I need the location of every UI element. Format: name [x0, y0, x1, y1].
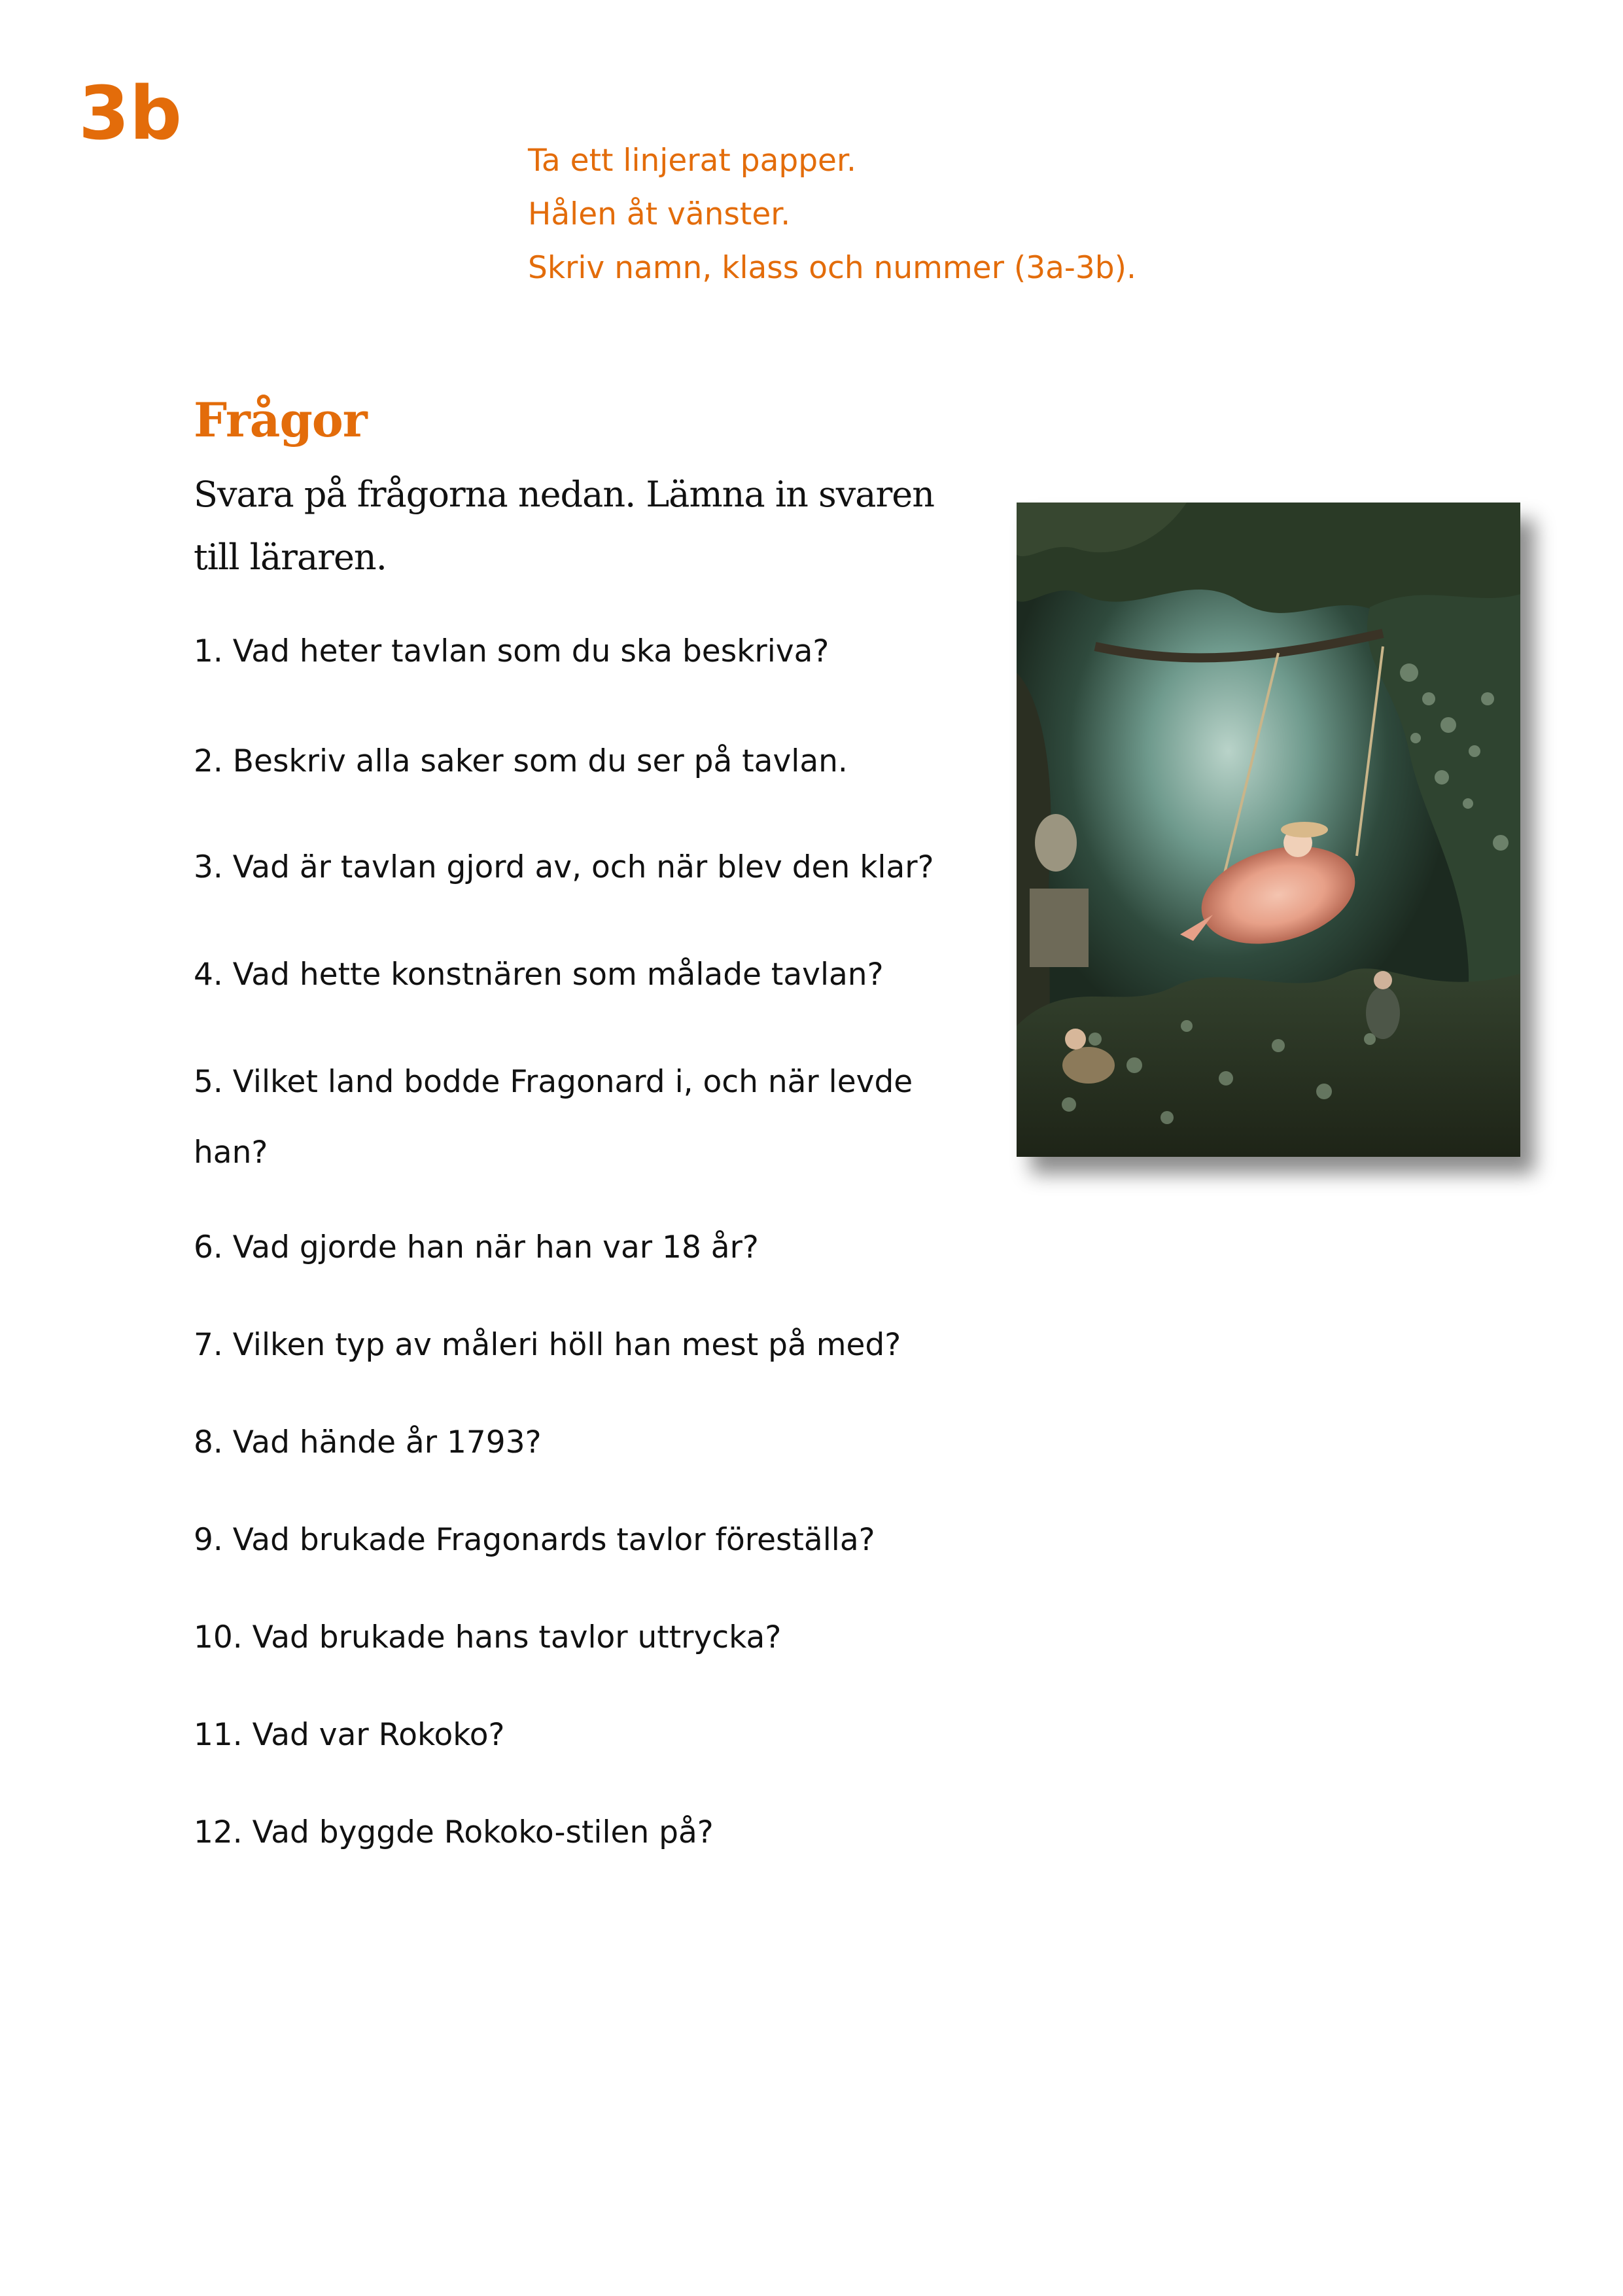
question-item: 10. Vad brukade hans tavlor uttrycka?: [194, 1619, 782, 1655]
question-item: 5. Vilket land bodde Fragonard i, och när levde han?: [194, 1064, 913, 1171]
question-item: 7. Vilken typ av måleri höll han mest på med?: [194, 1327, 901, 1363]
instruction-line: Hålen åt vänster.: [528, 196, 791, 232]
instructions-block: [528, 134, 1136, 295]
question-item: 2. Beskriv alla saker som du ser på tavlan.: [194, 743, 848, 779]
question-item: 4. Vad hette konstnären som målade tavlan?: [194, 957, 884, 993]
question-item: 9. Vad brukade Fragonards tavlor föreställa?: [194, 1522, 875, 1558]
question-item: 12. Vad byggde Rokoko-stilen på?: [194, 1814, 714, 1850]
section-subtitle: Svara på frågorna nedan. Lämna in svaren till läraren.: [194, 474, 934, 578]
question-item: 8. Vad hände år 1793?: [194, 1424, 542, 1460]
section-title: Frågor: [194, 392, 367, 448]
page-number: 3b: [79, 71, 183, 156]
painting-image: [1017, 503, 1520, 1157]
question-item: 11. Vad var Rokoko?: [194, 1717, 505, 1753]
question-item: 6. Vad gjorde han när han var 18 år?: [194, 1229, 759, 1265]
instruction-line: Ta ett linjerat papper.: [528, 143, 856, 179]
instruction-line: Skriv namn, klass och nummer (3a-3b).: [528, 250, 1136, 286]
question-item: 3. Vad är tavlan gjord av, och när blev den klar?: [194, 849, 934, 885]
question-item: 1. Vad heter tavlan som du ska beskriva?: [194, 633, 829, 669]
